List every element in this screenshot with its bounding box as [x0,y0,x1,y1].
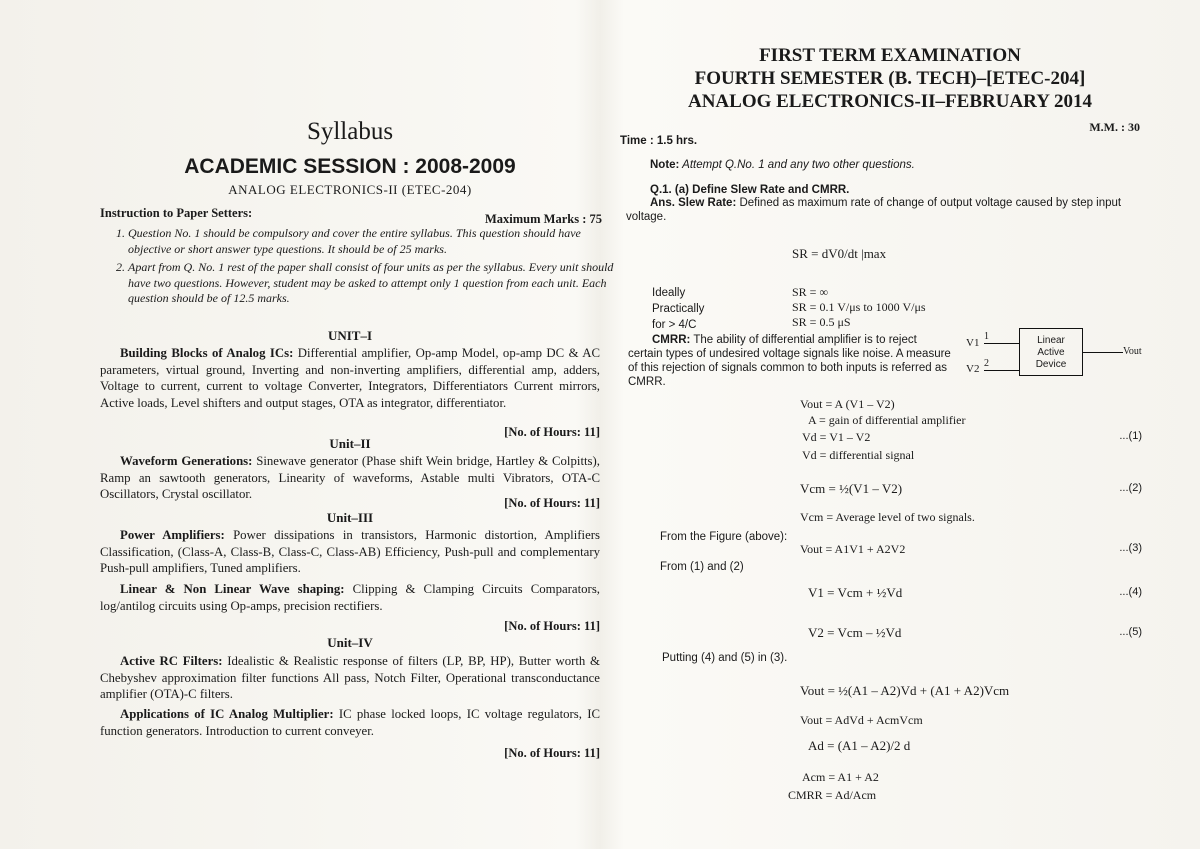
topic-text: IC phase locked loops, IC voltage regulators, IC function generators. Introduction to current conveyer. [100,707,600,738]
equation: SR = 0.1 V/μs to 1000 V/μs [792,300,926,314]
instruction-header [100,206,602,227]
unit-heading: UNIT–I [327,328,373,343]
cmrr-text [628,333,954,389]
topic-lead: Applications of IC Analog Multiplier: [120,707,334,721]
max-marks: Maximum Marks : 75 [485,212,602,226]
equation: V2 = Vcm – ½Vd [808,625,902,640]
max-marks: M.M. : 30 [1089,120,1140,134]
equation: Vout = ½(A1 – A2)Vd + (A1 + A2)Vcm [800,683,1010,698]
topic-text: Idealistic & Realistic response of filters (LP, BP, HP), Butter worth & Chebyshev approximation filter functions All pass, Notch Filter, Operational transconductance amplifier (OTA)-C filters. [100,654,600,702]
input-label-v1: V1 [966,337,980,349]
note-label: Note: [650,159,680,171]
output-label: Vout [1123,346,1142,357]
equation: SR = 0.5 μS [792,315,851,329]
syllabus-page [90,0,614,849]
pin-label: 1 [984,331,989,342]
instruction-item: 1. Question No. 1 should be compulsory and cover the entire syllabus. This question should have objective or short answer type questions. It should be of 25 marks. [128,226,620,257]
note [650,158,915,172]
topic-text: Differential amplifier, Op-amp Model, op-amp DC & AC parameters, virtual ground, Inverting and non-inverting amplifiers, differential amp, adders, Voltage to current, current to voltage Converter, Integrators, Differentiators Current mirrors, Active loads, Level shifters and output stages, OTA as integrator, differentiator. [100,346,600,410]
hours-label: [No. of Hours: 11] [504,619,600,633]
exam-heading: FOURTH SEMESTER (B. TECH)–[ETEC-204] [694,68,1086,89]
equation: Vout = A1V1 + A2V2 [800,542,906,556]
block-label: Linear [1037,335,1065,346]
hours-label: [No. of Hours: 11] [504,746,600,760]
topic-text: Clipping & Clamping Circuits Comparators, log/antilog circuits using Op-amps, precision rectifiers. [100,582,600,613]
topic-lead: Building Blocks of Analog ICs: [120,346,294,360]
linear-active-device-block [1019,328,1083,376]
exam-heading: ANALOG ELECTRONICS-II–FEBRUARY 2014 [687,91,1092,112]
question-heading: Q.1. (a) Define Slew Rate and CMRR. [650,184,850,196]
input-label-v2: V2 [966,363,980,375]
page-title: Syllabus [306,118,394,145]
equation-number: ...(4) [1119,586,1142,598]
topic-lead: Power Amplifiers: [120,528,225,542]
instruction-item: 2. Apart from Q. No. 1 rest of the paper shall consist of four units as per the syllabus. Every unit should have two questions. However, student may be asked to attempt only 1 question from each unit. Each question should be of 12.5 marks. [128,260,620,307]
exam-heading: FIRST TERM EXAMINATION [759,45,1021,66]
equation: Vout = A (V1 – V2) [800,397,895,411]
subject-heading: ANALOG ELECTRONICS-II (ETEC-204) [228,182,472,197]
instruction-label: Instruction to Paper Setters: [100,206,253,220]
equation: Vout = AdVd + AcmVcm [800,713,923,727]
cmrr-body: The ability of differential amplifier is to reject certain types of undesired voltage signals like noise. A measure of this rejection of signals common to both inputs is referred as CMRR. [628,334,951,388]
equation-number: ...(1) [1119,430,1142,442]
input-wire [984,343,1019,344]
input-wire [984,370,1019,371]
equation: V1 = Vcm + ½Vd [808,585,903,600]
topic-lead: Waveform Generations: [120,454,253,468]
hours-label: [No. of Hours: 11] [504,496,600,510]
topic-text: Power dissipations in transistors, Harmonic distortion, Amplifiers Classification, (Class-A, Class-B, Class-C, Class-AB) Efficiency, Push-pull and complementary Push-pull amplifiers, Tuned amplifiers. [100,528,600,576]
equation: Ad = (A1 – A2)/2 d [808,738,911,753]
instruction-list [108,226,620,310]
topic-text: Sinewave generator (Phase shift Wein bridge, Hartley & Colpitts), Ramp an sawtooth generators, Linearity of waveforms, Astable multi Vibrators, OTA-C Oscillators, Crystal oscillator. [100,454,600,502]
label: Ideally [652,287,686,299]
topic-lead: Linear & Non Linear Wave shaping: [120,582,345,596]
equation: SR = dV0/dt |max [792,246,887,261]
equation-number: ...(3) [1119,542,1142,554]
output-wire [1083,352,1123,353]
topic-lead: Active RC Filters: [120,654,223,668]
equation: CMRR = Ad/Acm [788,788,877,802]
pin-label: 2 [984,358,989,369]
text-line: From the Figure (above): [660,531,788,543]
equation: Vcm = Average level of two signals. [800,510,975,524]
answer-body: Defined as maximum rate of change of output voltage caused by step input voltage. [626,197,1122,223]
equation: Acm = A1 + A2 [802,770,879,784]
unit-heading: Unit–III [326,510,374,525]
label: for > 4/C [652,319,697,331]
equation: A = gain of differential amplifier [808,413,966,427]
unit-body [100,527,600,577]
unit-body [100,345,600,411]
note-text: Attempt Q.No. 1 and any two other questions. [679,159,915,171]
block-label: Device [1035,359,1067,370]
academic-session: ACADEMIC SESSION : 2008-2009 [184,155,516,178]
equation: Vd = differential signal [802,448,915,462]
answer-label: Ans. Slew Rate: [650,197,737,209]
cmrr-label: CMRR: [652,334,691,346]
unit-heading: Unit–IV [327,635,373,650]
unit-heading: Unit–II [329,436,371,451]
label: Practically [652,303,705,315]
equation: SR = ∞ [792,285,828,299]
text-line: From (1) and (2) [660,561,744,573]
exam-page [620,0,1160,849]
unit-body [100,653,600,703]
block-label: Active [1037,347,1065,358]
unit-body [100,706,600,739]
equation-number: ...(5) [1119,626,1142,638]
time-label: Time : 1.5 hrs. [620,135,698,147]
equation: Vd = V1 – V2 [802,430,871,444]
equation-number: ...(2) [1119,482,1142,494]
equation: Vcm = ½(V1 – V2) [800,481,903,496]
unit-body [100,581,600,614]
hours-label: [No. of Hours: 11] [504,425,600,439]
text-line: Putting (4) and (5) in (3). [662,652,788,664]
answer-text [626,196,1146,224]
